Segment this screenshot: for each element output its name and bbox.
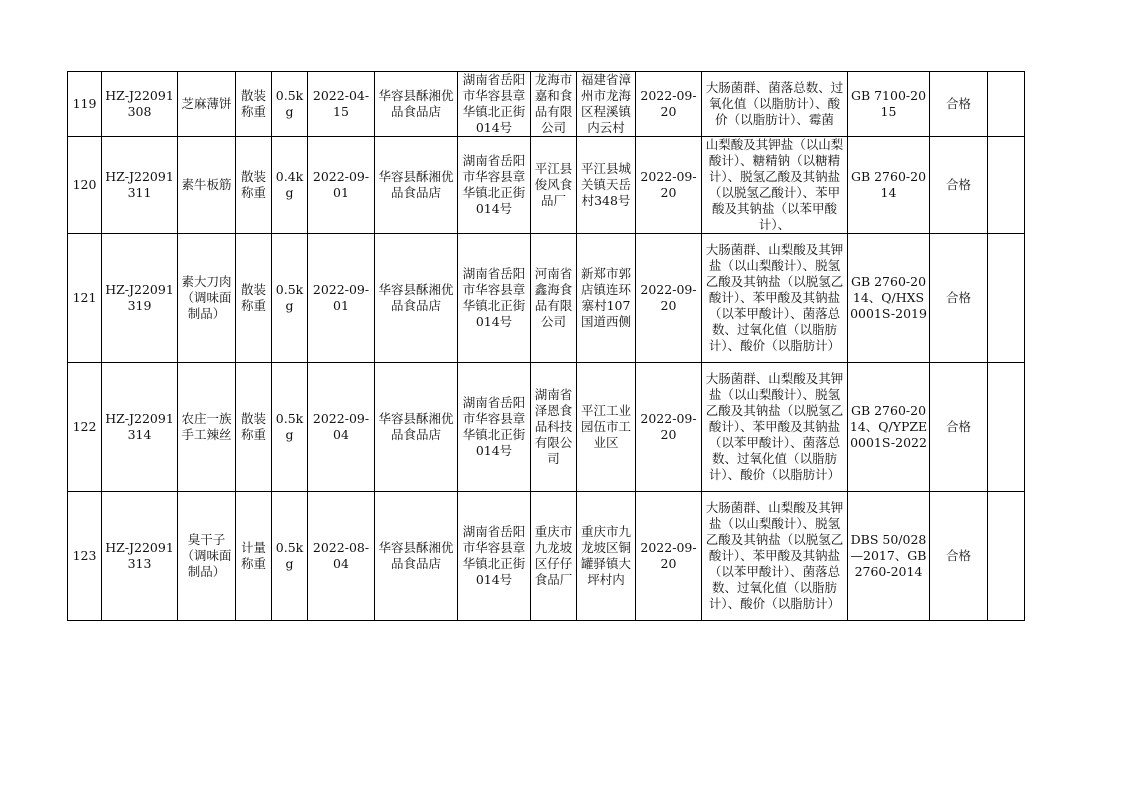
cell-manufacturer: 重庆市九龙坡区仔仔食品厂 [531,492,577,621]
cell-production-date: 2022-09-01 [308,137,375,234]
cell-result: 合格 [930,72,988,137]
cell-sampled-unit-address: 湖南省岳阳市华容县章华镇北正街014号 [458,234,531,363]
cell-sampled-unit: 华容县酥湘优品食品店 [375,234,458,363]
cell-production-date: 2022-04-15 [308,72,375,137]
cell-packaging: 散装称重 [236,363,272,492]
cell-manufacturer: 湖南省泽恩食品科技有限公司 [531,363,577,492]
cell-sample-code: HZ-J22091313 [102,492,178,621]
cell-manufacturer: 平江县俊风食品厂 [531,137,577,234]
cell-standard: GB 2760-2014、Q/HXS0001S-2019 [848,234,930,363]
cell-manufacturer-address: 平江县城关镇天岳村348号 [577,137,636,234]
cell-sampled-unit: 华容县酥湘优品食品店 [375,492,458,621]
cell-production-date: 2022-09-01 [308,234,375,363]
cell-note [988,234,1025,363]
cell-sample-code: HZ-J22091311 [102,137,178,234]
cell-result: 合格 [930,137,988,234]
cell-test-date: 2022-09-20 [636,492,702,621]
cell-result: 合格 [930,363,988,492]
cell-specification: 0.4kg [272,137,308,234]
cell-specification: 0.5kg [272,492,308,621]
cell-note [988,363,1025,492]
cell-standard: GB 7100-2015 [848,72,930,137]
cell-note [988,137,1025,234]
cell-note [988,72,1025,137]
cell-packaging: 散装称重 [236,137,272,234]
cell-manufacturer-address: 福建省漳州市龙海区程溪镇内云村 [577,72,636,137]
cell-product-name: 素大刀肉（调味面制品） [178,234,236,363]
cell-test-items: 大肠菌群、山梨酸及其钾盐（以山梨酸计）、脱氢乙酸及其钠盐（以脱氢乙酸计）、苯甲酸及其钠盐（以苯甲酸计）、菌落总数、过氧化值（以脂肪计）、酸价（以脂肪计） [702,492,848,621]
cell-sampled-unit: 华容县酥湘优品食品店 [375,72,458,137]
cell-manufacturer-address: 平江工业园伍市工业区 [577,363,636,492]
table-row [68,363,1025,492]
cell-specification: 0.5kg [272,363,308,492]
cell-manufacturer-address: 新郑市郭店镇连环寨村107国道西侧 [577,234,636,363]
cell-test-items: 大肠菌群、山梨酸及其钾盐（以山梨酸计）、脱氢乙酸及其钠盐（以脱氢乙酸计）、苯甲酸及其钠盐（以苯甲酸计）、菌落总数、过氧化值（以脂肪计）、酸价（以脂肪计） [702,234,848,363]
cell-serial-number: 119 [68,72,102,137]
cell-test-items: 大肠菌群、山梨酸及其钾盐（以山梨酸计）、脱氢乙酸及其钠盐（以脱氢乙酸计）、苯甲酸及其钠盐（以苯甲酸计）、菌落总数、过氧化值（以脂肪计）、酸价（以脂肪计） [702,363,848,492]
table-row [68,492,1025,621]
cell-sample-code: HZ-J22091319 [102,234,178,363]
cell-serial-number: 122 [68,363,102,492]
cell-specification: 0.5kg [272,234,308,363]
cell-test-date: 2022-09-20 [636,363,702,492]
cell-note [988,492,1025,621]
cell-serial-number: 120 [68,137,102,234]
cell-standard: GB 2760-2014 [848,137,930,234]
cell-specification: 0.5kg [272,72,308,137]
cell-production-date: 2022-08-04 [308,492,375,621]
cell-product-name: 芝麻薄饼 [178,72,236,137]
cell-result: 合格 [930,492,988,621]
table-row [68,72,1025,137]
cell-sampled-unit-address: 湖南省岳阳市华容县章华镇北正街014号 [458,492,531,621]
cell-product-name: 臭干子（调味面制品） [178,492,236,621]
cell-test-items: 山梨酸及其钾盐（以山梨酸计）、糖精钠（以糖精计）、脱氢乙酸及其钠盐（以脱氢乙酸计）、苯甲酸及其钠盐（以苯甲酸计）、 [702,137,848,234]
cell-sample-code: HZ-J22091314 [102,363,178,492]
cell-packaging: 散装称重 [236,234,272,363]
cell-serial-number: 123 [68,492,102,621]
cell-manufacturer: 河南省鑫海食品有限公司 [531,234,577,363]
cell-manufacturer: 龙海市嘉和食品有限公司 [531,72,577,137]
cell-test-items: 大肠菌群、菌落总数、过氧化值（以脂肪计）、酸价（以脂肪计）、霉菌 [702,72,848,137]
cell-standard: GB 2760-2014、Q/YPZE0001S-2022 [848,363,930,492]
cell-sampled-unit-address: 湖南省岳阳市华容县章华镇北正街014号 [458,72,531,137]
cell-sampled-unit: 华容县酥湘优品食品店 [375,137,458,234]
table-row [68,137,1025,234]
cell-sampled-unit-address: 湖南省岳阳市华容县章华镇北正街014号 [458,363,531,492]
cell-sampled-unit-address: 湖南省岳阳市华容县章华镇北正街014号 [458,137,531,234]
cell-manufacturer-address: 重庆市九龙坡区铜罐驿镇大坪村内 [577,492,636,621]
cell-packaging: 散装称重 [236,72,272,137]
cell-serial-number: 121 [68,234,102,363]
cell-test-date: 2022-09-20 [636,137,702,234]
table-row [68,234,1025,363]
inspection-results-table [67,71,1025,621]
cell-result: 合格 [930,234,988,363]
cell-sampled-unit: 华容县酥湘优品食品店 [375,363,458,492]
cell-product-name: 素牛板筋 [178,137,236,234]
cell-test-date: 2022-09-20 [636,72,702,137]
cell-test-date: 2022-09-20 [636,234,702,363]
cell-sample-code: HZ-J22091308 [102,72,178,137]
cell-standard: DBS 50/028—2017、GB 2760-2014 [848,492,930,621]
cell-packaging: 计量称重 [236,492,272,621]
cell-production-date: 2022-09-04 [308,363,375,492]
cell-product-name: 农庄一族手工辣丝 [178,363,236,492]
